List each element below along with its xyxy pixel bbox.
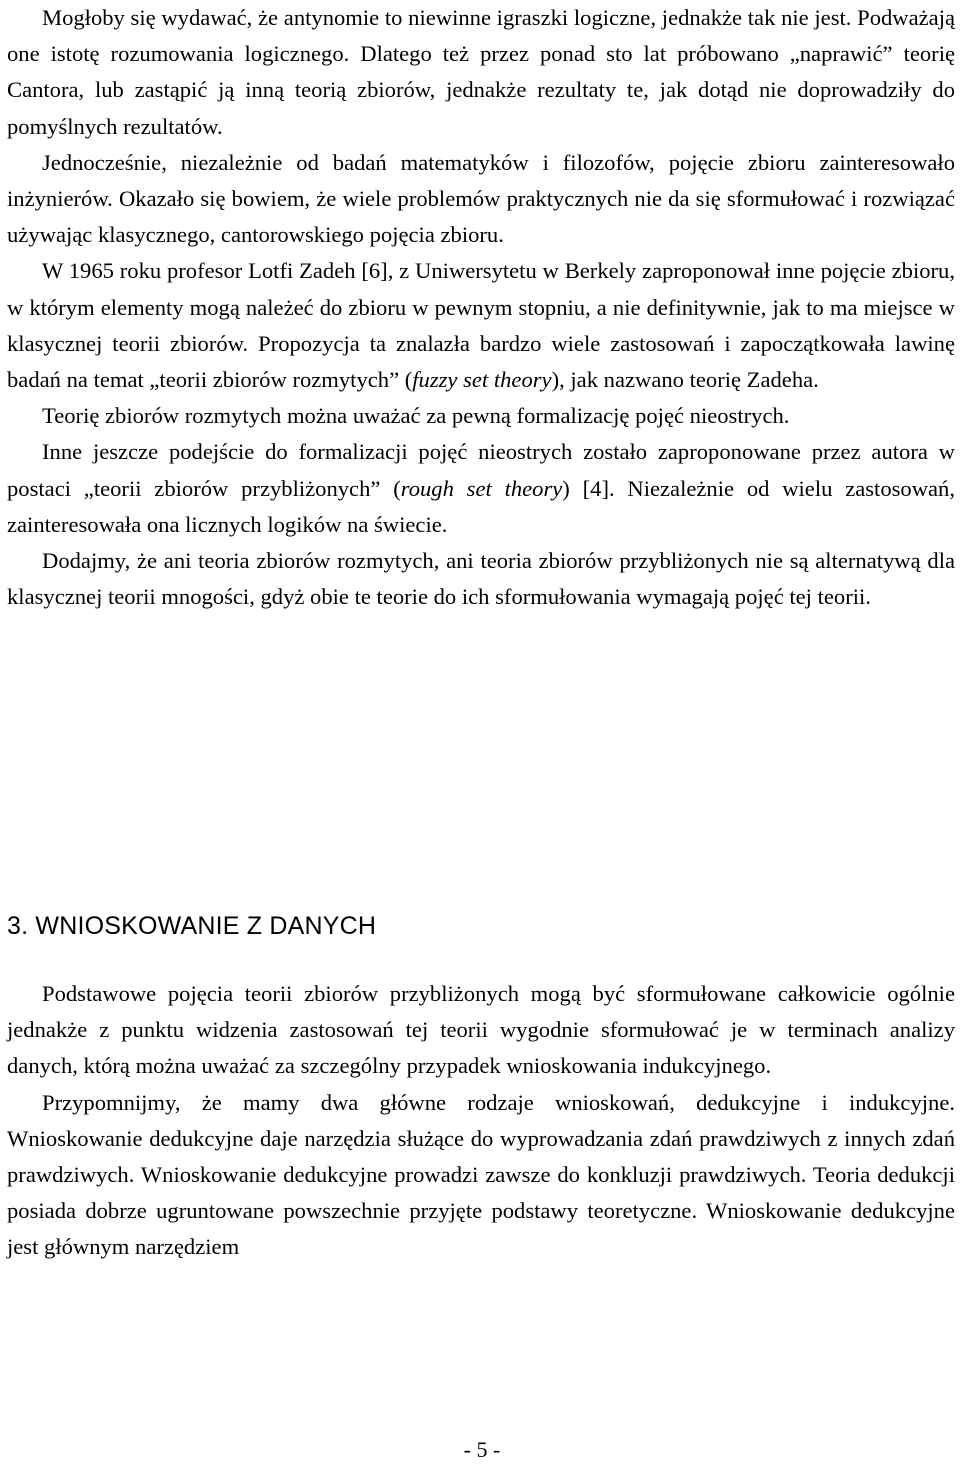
paragraph-rough-sets <box>7 434 955 543</box>
section-2-body <box>7 976 955 1266</box>
paragraph-alternatives: Dodajmy, że ani teoria zbiorów rozmytych, ani teoria zbiorów przybliżonych nie są alternatywą dla klasycznej teorii mnogości, gdyż obie te teorie do ich sformułowania wymagają pojęć tej teorii. <box>7 548 955 610</box>
section-heading: 3. WNIOSKOWANIE Z DANYCH <box>7 912 377 940</box>
paragraph-rough-sets-text-b: ) [4]. Niezależnie od wielu zastosowań, zainteresowała ona licznych logików na świecie. <box>7 475 956 537</box>
paragraph-antinomies: Mogłoby się wydawać, że antynomie to niewinne igraszki logiczne, jednakże tak nie jest. Podważają one istotę rozumowania logicznego. Dlatego też przez ponad sto lat próbowano „naprawić” teorię Cantora, lub zastąpić ją inną teorią zbiorów, jednakże rezultaty te, jak dotąd nie doprowadziły do pomyślnych rezultatów. <box>7 5 955 139</box>
paragraph-zadeh <box>7 253 955 398</box>
page-footer <box>0 1435 960 1465</box>
paragraph-zadeh-text-a: W 1965 roku profesor Lotfi Zadeh [6], z Uniwersytetu w Berkely zaproponował inne pojęcie zbioru, w którym elementy mogą należeć do zbioru w pewnym stopniu, a nie definitywnie, jak to ma miejsce w klasycznej teorii zbiorów. Propozycja ta znalazła bardzo wiele zastosowań i zapoczątkowała lawinę badań na temat „teorii zbiorów rozmytych” ( <box>7 258 955 393</box>
paragraph-rough-sets-text-a: Inne jeszcze podejście do formalizacji pojęć nieostrych zostało zaproponowane przez autora w postaci „teorii zbiorów przybliżonych” ( <box>7 439 955 501</box>
paragraph-inference-types: Przypomnijmy, że mamy dwa główne rodzaje wnioskowań, dedukcyjne i indukcyjne. Wnioskowanie dedukcyjne daje narzędzia służące do wyprowadzania zdań prawdziwych z innych zdań prawdziwych. Wnioskowanie dedukcyjne prowadzi zawsze do konkluzji prawdziwych. Teoria dedukcji posiada dobrze ugruntowane powszechnie przyjęte podstawy teoretyczne. Wnioskowanie dedukcyjne jest głównym narzędziem <box>7 1089 955 1260</box>
paragraph-basic-concepts: Podstawowe pojęcia teorii zbiorów przybliżonych mogą być sformułowane całkowicie ogólnie jednakże z punktu widzenia zastosowań tej teorii wygodnie sformułować je w terminach analizy danych, którą można uważać za szczególny przypadek wnioskowania indukcyjnego. <box>7 981 955 1079</box>
fuzzy-set-theory-term: fuzzy set theory <box>412 367 552 393</box>
paragraph-engineers: Jednocześnie, niezależnie od badań matematyków i filozofów, pojęcie zbioru zainteresowało inżynierów. Okazało się bowiem, że wiele problemów praktycznych nie da się sformułować i rozwiązać używając klasycznego, cantorowskiego pojęcia zbioru. <box>7 149 955 248</box>
page-number: - 5 - <box>463 1437 501 1462</box>
paragraph-fuzzy-formalization: Teorię zbiorów rozmytych można uważać za pewną formalizację pojęć nieostrych. <box>42 403 790 429</box>
rough-set-theory-term: rough set theory <box>400 475 563 501</box>
paragraph-zadeh-text-b: ), jak nazwano teorię Zadeha. <box>551 367 819 393</box>
section-1-body <box>7 0 955 615</box>
